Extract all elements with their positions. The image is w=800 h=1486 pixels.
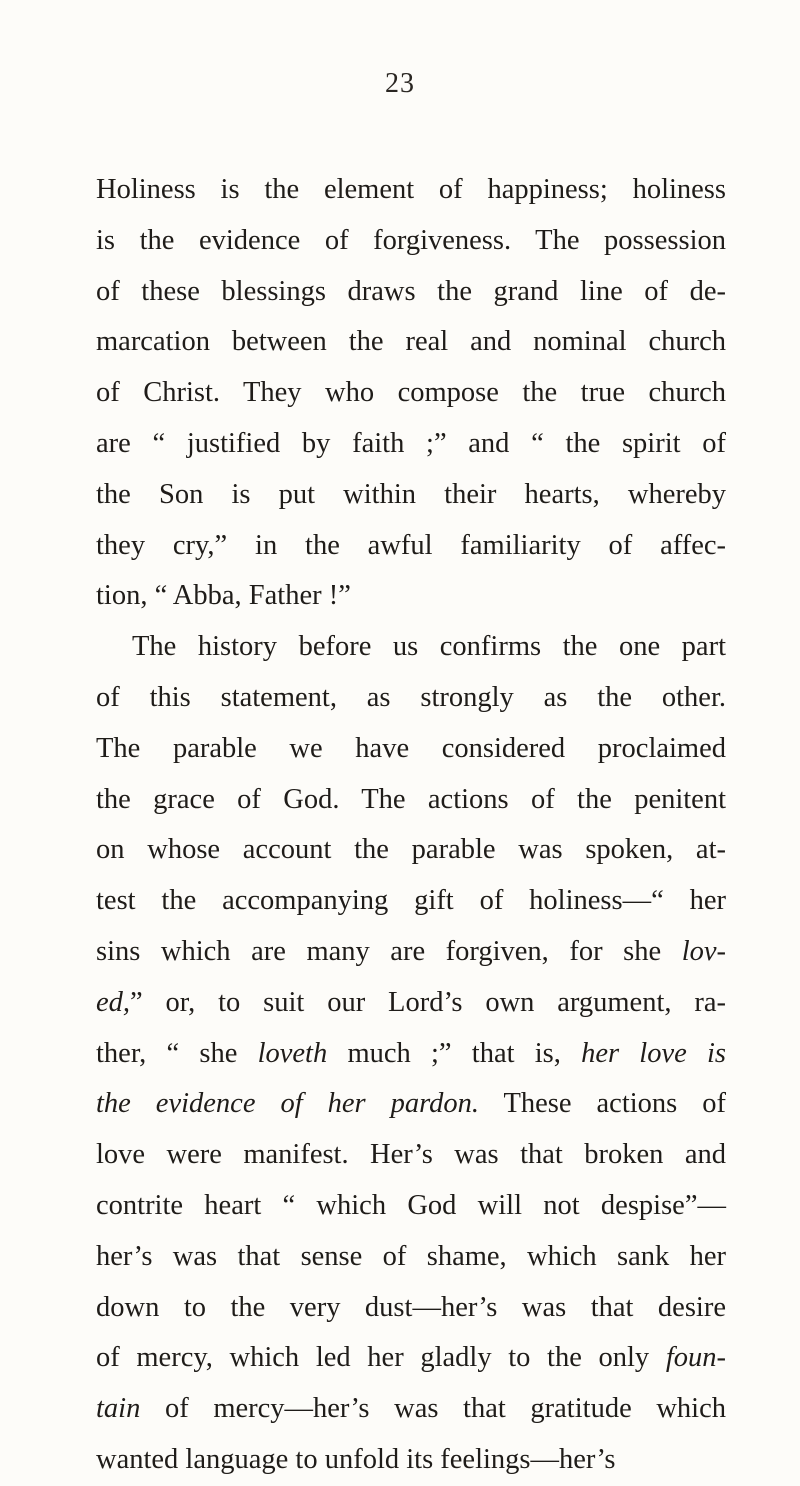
text-line bbox=[96, 571, 726, 622]
italic-segment: tain bbox=[96, 1393, 141, 1425]
text-line bbox=[96, 317, 726, 368]
text-line bbox=[96, 1384, 726, 1435]
text-line bbox=[96, 1130, 726, 1181]
text-line bbox=[96, 1079, 726, 1130]
text-segment: are “ justified by faith ;” and “ the spirit of bbox=[96, 427, 726, 459]
text-segment: love were manifest. Her’s was that broken and bbox=[96, 1139, 726, 1171]
text-line bbox=[96, 368, 726, 419]
text-line bbox=[96, 724, 726, 775]
text-segment: ” or, to suit our Lord’s own argument, ra- bbox=[130, 986, 726, 1018]
text-segment: the Son is put within their hearts, whereby bbox=[96, 478, 726, 510]
text-line bbox=[96, 216, 726, 267]
text-segment: sins which are many are forgiven, for she bbox=[96, 935, 682, 967]
text-line bbox=[96, 521, 726, 572]
text-segment: is the evidence of forgiveness. The possession bbox=[96, 224, 726, 256]
text-segment: on whose account the parable was spoken, at- bbox=[96, 834, 726, 866]
text-segment: tion, “ Abba, Father !” bbox=[96, 580, 351, 612]
text-line bbox=[96, 1283, 726, 1334]
body-text bbox=[96, 165, 726, 1486]
italic-segment: the evidence of her pardon. bbox=[96, 1088, 480, 1120]
text-segment: of Christ. They who compose the true church bbox=[96, 377, 726, 409]
text-segment: they cry,” in the awful familiarity of affec- bbox=[96, 529, 726, 561]
text-line bbox=[96, 1181, 726, 1232]
text-segment: Holiness is the element of happiness; holiness bbox=[96, 174, 726, 205]
text-segment: The history before us confirms the one part bbox=[132, 631, 726, 663]
text-line bbox=[96, 978, 726, 1029]
text-segment: of mercy—her’s was that gratitude which bbox=[140, 1393, 726, 1425]
text-segment: the grace of God. The actions of the penitent bbox=[96, 783, 726, 815]
text-line bbox=[96, 825, 726, 876]
text-segment: marcation between the real and nominal church bbox=[96, 326, 726, 358]
text-segment: of this statement, as strongly as the other. bbox=[96, 681, 726, 713]
italic-segment: her love is bbox=[581, 1037, 726, 1069]
italic-segment: foun- bbox=[665, 1342, 726, 1374]
text-line bbox=[96, 1029, 726, 1080]
text-line bbox=[96, 470, 726, 521]
text-segment: contrite heart “ which God will not despise”— bbox=[96, 1189, 726, 1221]
text-line bbox=[96, 775, 726, 826]
text-segment: of these blessings draws the grand line of de- bbox=[96, 275, 726, 307]
text-line bbox=[96, 1435, 726, 1486]
italic-segment: ed, bbox=[96, 986, 131, 1018]
text-segment: test the accompanying gift of holiness—“ her bbox=[96, 885, 726, 917]
text-line bbox=[96, 876, 726, 927]
text-line bbox=[96, 927, 726, 978]
text-segment: ther, “ she bbox=[96, 1037, 258, 1069]
text-line bbox=[96, 267, 726, 318]
text-segment: her’s was that sense of shame, which sank her bbox=[96, 1240, 726, 1272]
text-segment: down to the very dust—her’s was that desire bbox=[96, 1291, 726, 1323]
text-segment: The parable we have considered proclaimed bbox=[96, 732, 726, 764]
text-line bbox=[96, 165, 726, 216]
text-line bbox=[96, 1232, 726, 1283]
text-line bbox=[96, 1333, 726, 1384]
page-number: 23 bbox=[385, 68, 415, 99]
text-line bbox=[96, 622, 726, 673]
text-segment: These actions of bbox=[479, 1088, 726, 1120]
italic-segment: lov- bbox=[681, 935, 726, 967]
text-line bbox=[96, 419, 726, 470]
italic-segment: loveth bbox=[257, 1037, 328, 1069]
text-segment: much ;” that is, bbox=[327, 1037, 582, 1069]
text-segment: of mercy, which led her gladly to the only bbox=[96, 1342, 666, 1374]
text-segment: wanted language to unfold its feelings—her’s bbox=[96, 1443, 616, 1475]
text-line bbox=[96, 673, 726, 724]
